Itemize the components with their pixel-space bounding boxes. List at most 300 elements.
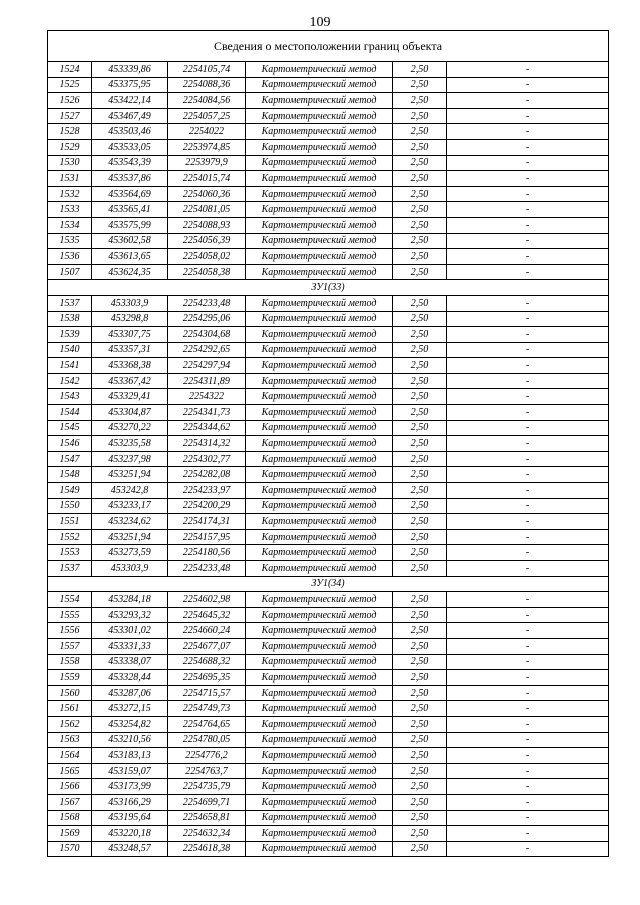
y-coordinate-cell: 2254780,05 [168,732,246,748]
accuracy-cell: 2,50 [393,483,447,499]
description-cell: - [447,716,609,732]
description-cell: - [447,467,609,483]
method-cell: Картометрический метод [246,701,393,717]
method-cell: Картометрический метод [246,327,393,343]
point-number-cell: 1565 [48,763,92,779]
method-cell: Картометрический метод [246,732,393,748]
y-coordinate-cell: 2254322 [168,389,246,405]
accuracy-cell: 2,50 [393,171,447,187]
table-row [48,561,609,577]
x-coordinate-cell: 453357,31 [92,342,168,358]
accuracy-cell: 2,50 [393,342,447,358]
method-cell: Картометрический метод [246,373,393,389]
description-cell: - [447,810,609,826]
description-cell: - [447,436,609,452]
description-cell: - [447,264,609,280]
table-row [48,311,609,327]
point-number-cell: 1567 [48,794,92,810]
description-cell: - [447,155,609,171]
method-cell: Картометрический метод [246,451,393,467]
y-coordinate-cell: 2254699,71 [168,794,246,810]
description-cell: - [447,623,609,639]
accuracy-cell: 2,50 [393,264,447,280]
x-coordinate-cell: 453210,56 [92,732,168,748]
method-cell: Картометрический метод [246,124,393,140]
x-coordinate-cell: 453303,9 [92,295,168,311]
y-coordinate-cell: 2254311,89 [168,373,246,389]
point-number-cell: 1569 [48,826,92,842]
point-number-cell: 1551 [48,514,92,530]
y-coordinate-cell: 2254233,97 [168,483,246,499]
method-cell: Картометрический метод [246,171,393,187]
point-number-cell: 1555 [48,607,92,623]
x-coordinate-cell: 453304,87 [92,405,168,421]
point-number-cell: 1545 [48,420,92,436]
accuracy-cell: 2,50 [393,358,447,374]
x-coordinate-cell: 453237,98 [92,451,168,467]
table-row [48,467,609,483]
y-coordinate-cell: 2254297,94 [168,358,246,374]
table-row [48,93,609,109]
y-coordinate-cell: 2254088,36 [168,77,246,93]
description-cell: - [447,373,609,389]
accuracy-cell: 2,50 [393,217,447,233]
accuracy-cell: 2,50 [393,62,447,78]
table-row [48,405,609,421]
y-coordinate-cell: 2254058,02 [168,249,246,265]
description-cell: - [447,108,609,124]
description-cell: - [447,592,609,608]
description-cell: - [447,186,609,202]
description-cell: - [447,77,609,93]
point-number-cell: 1540 [48,342,92,358]
method-cell: Картометрический метод [246,498,393,514]
y-coordinate-cell: 2254645,32 [168,607,246,623]
point-number-cell: 1558 [48,654,92,670]
accuracy-cell: 2,50 [393,514,447,530]
table-row [48,389,609,405]
accuracy-cell: 2,50 [393,108,447,124]
point-number-cell: 1548 [48,467,92,483]
y-coordinate-cell: 2254677,07 [168,638,246,654]
point-number-cell: 1559 [48,670,92,686]
accuracy-cell: 2,50 [393,249,447,265]
point-number-cell: 1552 [48,529,92,545]
method-cell: Картометрический метод [246,93,393,109]
accuracy-cell: 2,50 [393,638,447,654]
section-row [48,280,609,296]
table-row [48,436,609,452]
x-coordinate-cell: 453248,57 [92,841,168,857]
accuracy-cell: 2,50 [393,685,447,701]
y-coordinate-cell: 2254057,25 [168,108,246,124]
accuracy-cell: 2,50 [393,202,447,218]
point-number-cell: 1537 [48,561,92,577]
description-cell: - [447,841,609,857]
accuracy-cell: 2,50 [393,561,447,577]
y-coordinate-cell: 2254688,32 [168,654,246,670]
table-row [48,62,609,78]
x-coordinate-cell: 453329,41 [92,389,168,405]
description-cell: - [447,545,609,561]
point-number-cell: 1560 [48,685,92,701]
description-cell: - [447,202,609,218]
description-cell: - [447,327,609,343]
method-cell: Картометрический метод [246,794,393,810]
point-number-cell: 1529 [48,139,92,155]
x-coordinate-cell: 453367,42 [92,373,168,389]
table-row [48,529,609,545]
method-cell: Картометрический метод [246,249,393,265]
x-coordinate-cell: 453368,38 [92,358,168,374]
table-row [48,108,609,124]
table-row [48,826,609,842]
section-label: ЗУ1(33) [48,280,609,296]
method-cell: Картометрический метод [246,420,393,436]
point-number-cell: 1536 [48,249,92,265]
description-cell: - [447,732,609,748]
x-coordinate-cell: 453307,75 [92,327,168,343]
accuracy-cell: 2,50 [393,779,447,795]
y-coordinate-cell: 2254763,7 [168,763,246,779]
point-number-cell: 1537 [48,295,92,311]
table-body [48,31,609,857]
accuracy-cell: 2,50 [393,139,447,155]
x-coordinate-cell: 453254,82 [92,716,168,732]
y-coordinate-cell: 2254088,93 [168,217,246,233]
table-row [48,810,609,826]
point-number-cell: 1566 [48,779,92,795]
y-coordinate-cell: 2254022 [168,124,246,140]
description-cell: - [447,607,609,623]
y-coordinate-cell: 2254776,2 [168,748,246,764]
y-coordinate-cell: 2254084,56 [168,93,246,109]
method-cell: Картометрический метод [246,436,393,452]
description-cell: - [447,124,609,140]
accuracy-cell: 2,50 [393,670,447,686]
point-number-cell: 1526 [48,93,92,109]
point-number-cell: 1563 [48,732,92,748]
accuracy-cell: 2,50 [393,467,447,483]
method-cell: Картометрический метод [246,405,393,421]
x-coordinate-cell: 453220,18 [92,826,168,842]
table-row [48,763,609,779]
method-cell: Картометрический метод [246,607,393,623]
accuracy-cell: 2,50 [393,841,447,857]
accuracy-cell: 2,50 [393,124,447,140]
method-cell: Картометрический метод [246,716,393,732]
description-cell: - [447,638,609,654]
accuracy-cell: 2,50 [393,311,447,327]
accuracy-cell: 2,50 [393,327,447,343]
point-number-cell: 1564 [48,748,92,764]
table-row [48,249,609,265]
description-cell: - [447,451,609,467]
point-number-cell: 1507 [48,264,92,280]
y-coordinate-cell: 2254200,29 [168,498,246,514]
x-coordinate-cell: 453159,07 [92,763,168,779]
table-row [48,498,609,514]
x-coordinate-cell: 453251,94 [92,529,168,545]
y-coordinate-cell: 2254295,06 [168,311,246,327]
y-coordinate-cell: 2254341,73 [168,405,246,421]
x-coordinate-cell: 453242,8 [92,483,168,499]
point-number-cell: 1570 [48,841,92,857]
description-cell: - [447,62,609,78]
x-coordinate-cell: 453173,99 [92,779,168,795]
y-coordinate-cell: 2254618,38 [168,841,246,857]
method-cell: Картометрический метод [246,233,393,249]
method-cell: Картометрический метод [246,514,393,530]
description-cell: - [447,139,609,155]
x-coordinate-cell: 453422,14 [92,93,168,109]
x-coordinate-cell: 453301,02 [92,623,168,639]
y-coordinate-cell: 2254174,31 [168,514,246,530]
boundary-coordinates-table [47,30,609,857]
table-row [48,342,609,358]
x-coordinate-cell: 453195,64 [92,810,168,826]
point-number-cell: 1542 [48,373,92,389]
accuracy-cell: 2,50 [393,607,447,623]
table-row [48,670,609,686]
accuracy-cell: 2,50 [393,748,447,764]
x-coordinate-cell: 453613,65 [92,249,168,265]
point-number-cell: 1528 [48,124,92,140]
x-coordinate-cell: 453293,32 [92,607,168,623]
description-cell: - [447,514,609,530]
accuracy-cell: 2,50 [393,389,447,405]
y-coordinate-cell: 2254715,57 [168,685,246,701]
description-cell: - [447,483,609,499]
table-row [48,716,609,732]
y-coordinate-cell: 2253974,85 [168,139,246,155]
table-row [48,623,609,639]
y-coordinate-cell: 2254081,05 [168,202,246,218]
x-coordinate-cell: 453338,07 [92,654,168,670]
accuracy-cell: 2,50 [393,810,447,826]
y-coordinate-cell: 2254314,32 [168,436,246,452]
table-row [48,451,609,467]
table-row [48,171,609,187]
description-cell: - [447,701,609,717]
accuracy-cell: 2,50 [393,716,447,732]
accuracy-cell: 2,50 [393,732,447,748]
section-label: ЗУ1(34) [48,576,609,592]
description-cell: - [447,249,609,265]
description-cell: - [447,295,609,311]
table-row [48,638,609,654]
table-row [48,139,609,155]
method-cell: Картометрический метод [246,311,393,327]
description-cell: - [447,826,609,842]
table-row [48,358,609,374]
method-cell: Картометрический метод [246,264,393,280]
description-cell: - [447,654,609,670]
point-number-cell: 1561 [48,701,92,717]
accuracy-cell: 2,50 [393,233,447,249]
table-row [48,295,609,311]
point-number-cell: 1524 [48,62,92,78]
y-coordinate-cell: 2254056,39 [168,233,246,249]
description-cell: - [447,561,609,577]
description-cell: - [447,670,609,686]
point-number-cell: 1543 [48,389,92,405]
accuracy-cell: 2,50 [393,592,447,608]
x-coordinate-cell: 453251,94 [92,467,168,483]
table-row [48,701,609,717]
point-number-cell: 1527 [48,108,92,124]
method-cell: Картометрический метод [246,638,393,654]
accuracy-cell: 2,50 [393,295,447,311]
method-cell: Картометрический метод [246,529,393,545]
y-coordinate-cell: 2254764,65 [168,716,246,732]
y-coordinate-cell: 2254180,56 [168,545,246,561]
description-cell: - [447,420,609,436]
table-row [48,592,609,608]
x-coordinate-cell: 453565,41 [92,202,168,218]
x-coordinate-cell: 453234,62 [92,514,168,530]
method-cell: Картометрический метод [246,810,393,826]
x-coordinate-cell: 453533,05 [92,139,168,155]
method-cell: Картометрический метод [246,483,393,499]
point-number-cell: 1557 [48,638,92,654]
table-row [48,841,609,857]
x-coordinate-cell: 453233,17 [92,498,168,514]
point-number-cell: 1538 [48,311,92,327]
accuracy-cell: 2,50 [393,529,447,545]
point-number-cell: 1546 [48,436,92,452]
table-row [48,217,609,233]
point-number-cell: 1562 [48,716,92,732]
y-coordinate-cell: 2254632,34 [168,826,246,842]
description-cell: - [447,529,609,545]
table-row [48,420,609,436]
table-row [48,373,609,389]
method-cell: Картометрический метод [246,685,393,701]
description-cell: - [447,498,609,514]
point-number-cell: 1544 [48,405,92,421]
y-coordinate-cell: 2254282,08 [168,467,246,483]
description-cell: - [447,171,609,187]
y-coordinate-cell: 2254233,48 [168,295,246,311]
y-coordinate-cell: 2254658,81 [168,810,246,826]
y-coordinate-cell: 2254058,38 [168,264,246,280]
method-cell: Картометрический метод [246,155,393,171]
method-cell: Картометрический метод [246,748,393,764]
section-row [48,576,609,592]
table-row [48,545,609,561]
table-row [48,685,609,701]
point-number-cell: 1554 [48,592,92,608]
y-coordinate-cell: 2254749,73 [168,701,246,717]
description-cell: - [447,794,609,810]
description-cell: - [447,93,609,109]
table-row [48,124,609,140]
accuracy-cell: 2,50 [393,373,447,389]
x-coordinate-cell: 453331,33 [92,638,168,654]
description-cell: - [447,685,609,701]
x-coordinate-cell: 453273,59 [92,545,168,561]
method-cell: Картометрический метод [246,202,393,218]
table-row [48,155,609,171]
method-cell: Картометрический метод [246,467,393,483]
table-row [48,514,609,530]
y-coordinate-cell: 2253979,9 [168,155,246,171]
method-cell: Картометрический метод [246,654,393,670]
y-coordinate-cell: 2254660,24 [168,623,246,639]
accuracy-cell: 2,50 [393,654,447,670]
y-coordinate-cell: 2254735,79 [168,779,246,795]
y-coordinate-cell: 2254292,65 [168,342,246,358]
description-cell: - [447,233,609,249]
page-number: 109 [309,15,331,30]
y-coordinate-cell: 2254695,35 [168,670,246,686]
y-coordinate-cell: 2254344,62 [168,420,246,436]
method-cell: Картометрический метод [246,139,393,155]
y-coordinate-cell: 2254015,74 [168,171,246,187]
method-cell: Картометрический метод [246,389,393,405]
point-number-cell: 1541 [48,358,92,374]
method-cell: Картометрический метод [246,186,393,202]
x-coordinate-cell: 453235,58 [92,436,168,452]
description-cell: - [447,779,609,795]
method-cell: Картометрический метод [246,217,393,233]
y-coordinate-cell: 2254602,98 [168,592,246,608]
table-row [48,264,609,280]
x-coordinate-cell: 453270,22 [92,420,168,436]
accuracy-cell: 2,50 [393,186,447,202]
x-coordinate-cell: 453537,86 [92,171,168,187]
x-coordinate-cell: 453624,35 [92,264,168,280]
method-cell: Картометрический метод [246,561,393,577]
table-row [48,233,609,249]
method-cell: Картометрический метод [246,342,393,358]
accuracy-cell: 2,50 [393,420,447,436]
y-coordinate-cell: 2254157,95 [168,529,246,545]
table-row [48,186,609,202]
x-coordinate-cell: 453272,15 [92,701,168,717]
description-cell: - [447,358,609,374]
table-row [48,654,609,670]
x-coordinate-cell: 453575,99 [92,217,168,233]
point-number-cell: 1535 [48,233,92,249]
table-title-row [48,31,609,62]
method-cell: Картометрический метод [246,670,393,686]
point-number-cell: 1547 [48,451,92,467]
x-coordinate-cell: 453166,29 [92,794,168,810]
x-coordinate-cell: 453375,95 [92,77,168,93]
point-number-cell: 1539 [48,327,92,343]
point-number-cell: 1525 [48,77,92,93]
method-cell: Картометрический метод [246,545,393,561]
point-number-cell: 1549 [48,483,92,499]
table-row [48,607,609,623]
method-cell: Картометрический метод [246,592,393,608]
accuracy-cell: 2,50 [393,77,447,93]
accuracy-cell: 2,50 [393,451,447,467]
description-cell: - [447,342,609,358]
description-cell: - [447,748,609,764]
x-coordinate-cell: 453467,49 [92,108,168,124]
description-cell: - [447,311,609,327]
method-cell: Картометрический метод [246,62,393,78]
accuracy-cell: 2,50 [393,405,447,421]
description-cell: - [447,405,609,421]
x-coordinate-cell: 453328,44 [92,670,168,686]
table-row [48,779,609,795]
point-number-cell: 1530 [48,155,92,171]
description-cell: - [447,217,609,233]
